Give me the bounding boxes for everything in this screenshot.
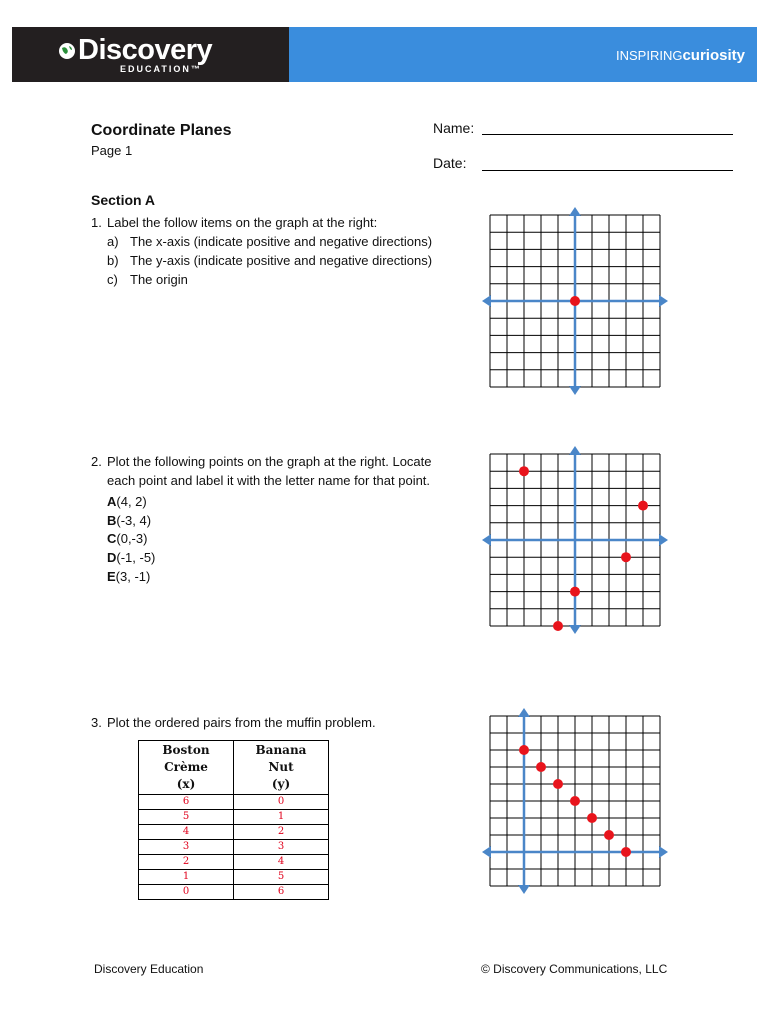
- column-header-boston-creme: Boston Crème (x): [139, 741, 234, 795]
- item-letter: c): [107, 272, 118, 287]
- question-text-line-2: each point and label it with the letter name for that point.: [107, 473, 431, 488]
- table-row: [139, 810, 329, 825]
- plotted-point: [604, 830, 614, 840]
- footer-left: Discovery Education: [94, 962, 204, 976]
- point-letter: A: [107, 494, 117, 509]
- table-cell-x: 1: [139, 870, 234, 885]
- question-3: [91, 713, 376, 732]
- logo-subtext: EDUCATION™: [120, 64, 202, 74]
- x-axis-left-arrow-icon: [482, 295, 491, 307]
- point-coords: (-1, -5): [116, 550, 156, 565]
- table-cell-x: 0: [139, 885, 234, 900]
- point-list-item: [107, 529, 147, 548]
- list-item: [107, 232, 432, 251]
- question-2: [91, 452, 432, 490]
- table-cell-y: 4: [234, 855, 329, 870]
- muffin-table: [138, 740, 329, 900]
- x-axis-left-arrow-icon: [482, 846, 491, 858]
- globe-icon: [57, 41, 77, 61]
- item-text: The origin: [130, 272, 188, 287]
- date-field-line[interactable]: [482, 170, 733, 171]
- plotted-point: [553, 779, 563, 789]
- item-letter: a): [107, 234, 119, 249]
- y-axis-up-arrow-icon: [569, 207, 581, 216]
- table-cell-y: 6: [234, 885, 329, 900]
- point-letter: D: [107, 550, 117, 565]
- point-coords: (-3, 4): [116, 513, 152, 528]
- point-list-item: [107, 548, 155, 567]
- y-axis-down-arrow-icon: [569, 386, 581, 395]
- x-axis-left-arrow-icon: [482, 534, 491, 546]
- item-text: The y-axis (indicate positive and negative directions): [130, 253, 433, 268]
- tagline: [616, 47, 745, 64]
- y-axis-down-arrow-icon: [518, 885, 530, 894]
- name-label: Name:: [433, 120, 475, 136]
- plotted-point: [570, 587, 580, 597]
- table-cell-y: 1: [234, 810, 329, 825]
- table-row: [139, 885, 329, 900]
- plotted-point: [519, 466, 529, 476]
- graph-3[interactable]: [480, 704, 670, 894]
- table-cell-y: 2: [234, 825, 329, 840]
- point-list-item: [107, 511, 151, 530]
- table-row: [139, 855, 329, 870]
- table-cell-x: 5: [139, 810, 234, 825]
- column-header-banana-nut: Banana Nut (y): [234, 741, 329, 795]
- logo-text: Discovery: [78, 34, 213, 66]
- plotted-point: [638, 501, 648, 511]
- table-row: [139, 840, 329, 855]
- name-field-line[interactable]: [482, 134, 733, 135]
- x-axis-right-arrow-icon: [659, 846, 668, 858]
- plotted-point: [570, 796, 580, 806]
- header-tagline-panel: [289, 27, 757, 82]
- graph-2[interactable]: [480, 442, 670, 638]
- question-text-line-1: Plot the following points on the graph at the right. Locate: [107, 454, 432, 469]
- section-heading: Section A: [91, 192, 156, 208]
- table-cell-y: 3: [234, 840, 329, 855]
- date-label: Date:: [433, 155, 467, 171]
- question-text: Plot the ordered pairs from the muffin problem.: [107, 715, 376, 730]
- question-text: Label the follow items on the graph at the right:: [107, 215, 378, 230]
- table-cell-y: 5: [234, 870, 329, 885]
- tagline-bold: curiosity: [682, 47, 745, 64]
- question-number: 2.: [91, 454, 102, 469]
- table-cell-x: 3: [139, 840, 234, 855]
- point-coords: (3, -1): [115, 569, 151, 584]
- plotted-point: [587, 813, 597, 823]
- point-coords: (0,-3): [116, 531, 148, 546]
- point-letter: E: [107, 569, 116, 584]
- point-list-item: [107, 492, 147, 511]
- tagline-light: INSPIRING: [616, 48, 683, 63]
- table-cell-x: 4: [139, 825, 234, 840]
- point-letter: C: [107, 531, 117, 546]
- y-axis-up-arrow-icon: [518, 708, 530, 717]
- table-row: [139, 870, 329, 885]
- y-axis-down-arrow-icon: [569, 625, 581, 634]
- list-item: [107, 270, 188, 289]
- plotted-point: [536, 762, 546, 772]
- table-row: [139, 825, 329, 840]
- table-cell-x: 2: [139, 855, 234, 870]
- plotted-point: [553, 621, 563, 631]
- plotted-point: [621, 552, 631, 562]
- item-text: The x-axis (indicate positive and negative directions): [130, 234, 433, 249]
- plotted-point: [621, 847, 631, 857]
- item-letter: b): [107, 253, 119, 268]
- footer-right: © Discovery Communications, LLC: [481, 962, 668, 976]
- list-item: [107, 251, 432, 270]
- header-logo-panel: [12, 27, 289, 82]
- table-row: [139, 795, 329, 810]
- plotted-point: [519, 745, 529, 755]
- question-number: 1.: [91, 215, 102, 230]
- question-number: 3.: [91, 715, 102, 730]
- point-coords: (4, 2): [116, 494, 147, 509]
- table-cell-y: 0: [234, 795, 329, 810]
- graph-1[interactable]: [480, 200, 670, 400]
- plotted-point: [570, 296, 580, 306]
- header-banner: [12, 27, 757, 82]
- x-axis-right-arrow-icon: [659, 534, 668, 546]
- point-letter: B: [107, 513, 117, 528]
- point-list-item: [107, 567, 150, 586]
- page-number: Page 1: [91, 143, 133, 158]
- table-cell-x: 6: [139, 795, 234, 810]
- question-1: [91, 213, 377, 232]
- x-axis-right-arrow-icon: [659, 295, 668, 307]
- page-title: Coordinate Planes: [91, 122, 232, 139]
- y-axis-up-arrow-icon: [569, 446, 581, 455]
